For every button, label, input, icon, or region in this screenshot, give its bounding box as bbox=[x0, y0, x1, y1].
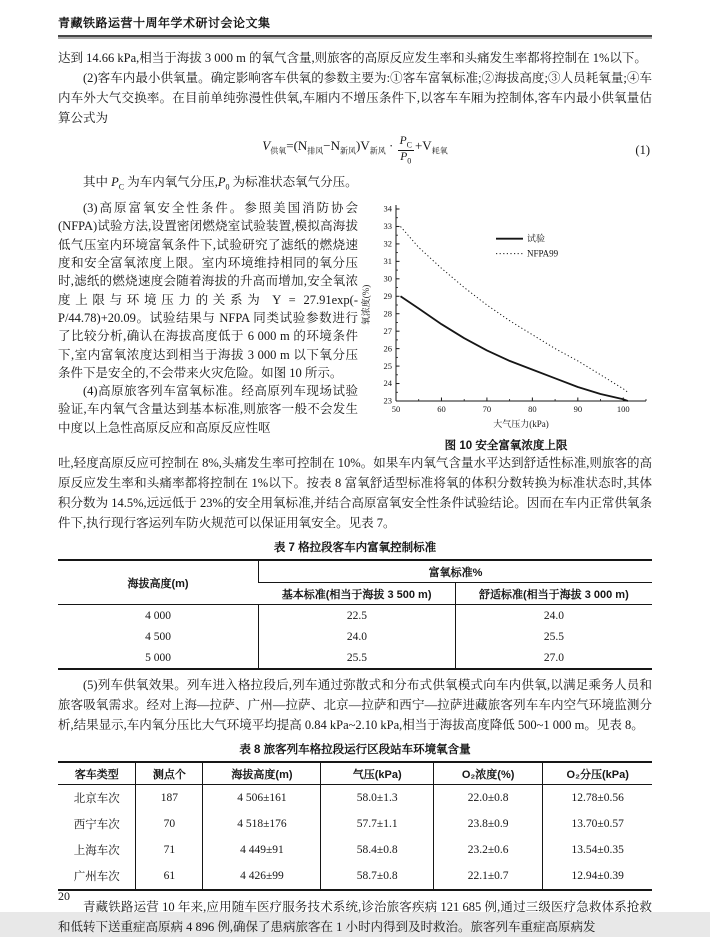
svg-text:60: 60 bbox=[437, 404, 446, 415]
svg-text:70: 70 bbox=[482, 404, 492, 415]
svg-text:24: 24 bbox=[383, 378, 392, 389]
svg-text:34: 34 bbox=[383, 203, 392, 214]
table-row: 西宁车次 70 4 518±176 57.7±1.1 23.8±0.9 13.70±0.57 bbox=[58, 811, 652, 837]
svg-text:50: 50 bbox=[391, 404, 401, 415]
paragraph-min-oxygen-supply: (2)客车内最小供氧量。确定影响客车供氧的参数主要为:①客车富氧标准;②海拔高度;③人员耗氧量;④车内车外大气交换率。在目前单纯弥漫性供氧,车厢内不增压条件下,以客车车厢为控制体,客车内最小供氧量估算公式为 bbox=[58, 71, 652, 125]
table-8-header-o2-partial-pressure: O₂分压(kPa) bbox=[543, 762, 652, 785]
header-rule bbox=[58, 35, 652, 39]
table-row: 上海车次 71 4 449±91 58.4±0.8 23.2±0.6 13.54±0.35 bbox=[58, 837, 652, 863]
svg-text:80: 80 bbox=[528, 404, 537, 415]
table-7-title: 表 7 格拉段客车内富氧控制标准 bbox=[273, 542, 437, 555]
page-number: 20 bbox=[58, 889, 70, 903]
svg-text:25: 25 bbox=[383, 360, 392, 371]
equation-1 bbox=[58, 128, 652, 172]
table-7-subheader-comfort: 舒适标准(相当于海拔 3 000 m) bbox=[455, 583, 652, 605]
svg-text:29: 29 bbox=[383, 291, 392, 302]
table-row: 4 500 24.0 25.5 bbox=[58, 626, 652, 647]
svg-text:大气压力(kPa): 大气压力(kPa) bbox=[493, 419, 549, 430]
table-8-header-o2-concentration: O₂浓度(%) bbox=[433, 762, 543, 785]
svg-text:30: 30 bbox=[383, 273, 392, 284]
svg-text:100: 100 bbox=[616, 404, 630, 415]
svg-text:试验: 试验 bbox=[527, 233, 546, 244]
table-8 bbox=[58, 761, 652, 891]
table-row: 广州车次 61 4 426±99 58.7±0.8 22.1±0.7 12.94±0.39 bbox=[58, 863, 652, 890]
figure-10 bbox=[360, 199, 652, 453]
table-7-subheader-basic: 基本标准(相当于海拔 3 500 m) bbox=[281, 588, 432, 601]
svg-text:32: 32 bbox=[383, 238, 392, 249]
equation-number: (1) bbox=[635, 142, 650, 157]
svg-text:27: 27 bbox=[383, 326, 392, 337]
table-8-header-train-type: 客车类型 bbox=[74, 768, 119, 781]
table-8-header-altitude: 海拔高度(m) bbox=[203, 762, 321, 785]
paragraph-oxygen-standard-start: (4)高原旅客列车富氧标准。经高原列车现场试验验证,车内氧气含量达到基本标准,则旅客一般不会发生中度以上急性高原反应和高原反应性呕 bbox=[58, 384, 358, 435]
table-8-header-points: 测点个 bbox=[136, 762, 203, 785]
paragraph-medical-service: 青藏铁路运营 10 年来,应用随车医疗服务技术系统,诊治旅客疾病 121 685 例,通过三级医疗急救体系抢救和低转下送重症高原病 4 896 例,确保了患病旅客在 1 小时内得到及时救治。旅客列车重症高原病发 bbox=[58, 900, 652, 935]
paragraph-oxygen-standard-cont: 吐,轻度高原反应可控制在 8%,头痛发生率可控制在 10%。如果车内氧气含量水平达到舒适性标准,则旅客的高原反应发生率和头痛率都将控制在 1%以下。按表 8 富氧舒适型标准将氧的体积分数转换为标准状态时,其体积分数为 14.5%,远远低于 23%的安全用氧标准,并结合高原富氧安全性条件试验结论。因而在车内正常供氧条件下,执行现行客运列车防火规范可以保证用氧安全。见表 7。 bbox=[58, 456, 652, 531]
paragraph-oxygen-supply-effect: (5)列车供氧效果。列车进入格拉段后,列车通过弥散式和分布式供氧模式向车内供氧,以满足乘务人员和旅客吸氧需求。经对上海—拉萨、广州—拉萨、北京—拉萨和西宁—拉萨进藏旅客列车车内空气环境监测分析,结果显示,车内氧分压比大气环境平均提高 0.84 kPa~2.10 kPa,相当于海拔高度降低 500~1 000 m。见表 8。 bbox=[58, 678, 652, 733]
table-7 bbox=[58, 559, 652, 670]
svg-text:33: 33 bbox=[383, 221, 392, 232]
table-row: 5 000 25.5 27.0 bbox=[58, 647, 652, 669]
svg-text:31: 31 bbox=[383, 256, 392, 267]
svg-text:氧浓度(%): 氧浓度(%) bbox=[361, 284, 371, 326]
paragraph-oxygen-content: 达到 14.66 kPa,相当于海拔 3 000 m 的氧气含量,则旅客的高原反应发生率和头痛发生率都将控制在 1%以下。 bbox=[58, 51, 647, 65]
table-7-group-header: 富氧标准% bbox=[259, 560, 652, 583]
paragraph-safety-condition: (3)高原富氧安全性条件。参照美国消防协会(NFPA)试验方法,设置密闭燃烧室试验装置,模拟高海拔低气压室内环境富氧条件下,试验研究了滤纸的燃烧速度和安全富氧浓度上限。室内环境维持相同的氧分压时,滤纸的燃烧速度会随着海拔的升高而增加,安全氧浓度上限与环境压力的关系为 Y = 27.91exp(-P/44.78)+20.09。试验结果与 NFPA 同类试验参数进行了比较分析,确认在海拔高度低于 6 000 m 的环境条件下,室内富氧浓度达到相当于海拔 3 000 m 以下氧分压条件下是安全的,不会带来火灾危险。如图 10 所示。 bbox=[58, 201, 358, 380]
svg-text:23: 23 bbox=[383, 395, 392, 406]
svg-text:90: 90 bbox=[573, 404, 583, 415]
table-8-title: 表 8 旅客列车格拉段运行区段站车环境氧含量 bbox=[239, 744, 471, 757]
svg-text:26: 26 bbox=[383, 343, 392, 354]
svg-text:28: 28 bbox=[383, 308, 392, 319]
figure-10-line-chart bbox=[360, 201, 652, 431]
left-text-column bbox=[58, 199, 358, 437]
running-header-title: 青藏铁路运营十周年学术研讨会论文集 bbox=[58, 16, 271, 30]
equation-1-body: $V_{供氧}=(N_{排风}-N_{新风})V_{新风}$ · $\frac{P_C}{P_0}$ $+V_{耗氧}$ bbox=[262, 135, 448, 166]
figure-10-caption: 图 10 安全富氧浓度上限 bbox=[444, 440, 568, 453]
section-safety-and-figure bbox=[58, 199, 652, 453]
table-8-header-pressure: 气压(kPa) bbox=[321, 762, 433, 785]
svg-text:NFPA99: NFPA99 bbox=[527, 248, 559, 259]
paragraph-formula-note: 其中 $P_C$ 为车内氧气分压$,P_0$ 为标准状态氧气分压。 bbox=[83, 174, 358, 192]
table-row: 4 000 22.5 24.0 bbox=[58, 605, 652, 627]
table-row: 北京车次 187 4 506±161 58.0±1.3 22.0±0.8 12.78±0.56 bbox=[58, 785, 652, 812]
table-7-col1-header: 海拔高度(m) bbox=[127, 577, 189, 590]
fraction-pc-p0: $\frac{P_C}{P_0}$ bbox=[399, 135, 412, 166]
